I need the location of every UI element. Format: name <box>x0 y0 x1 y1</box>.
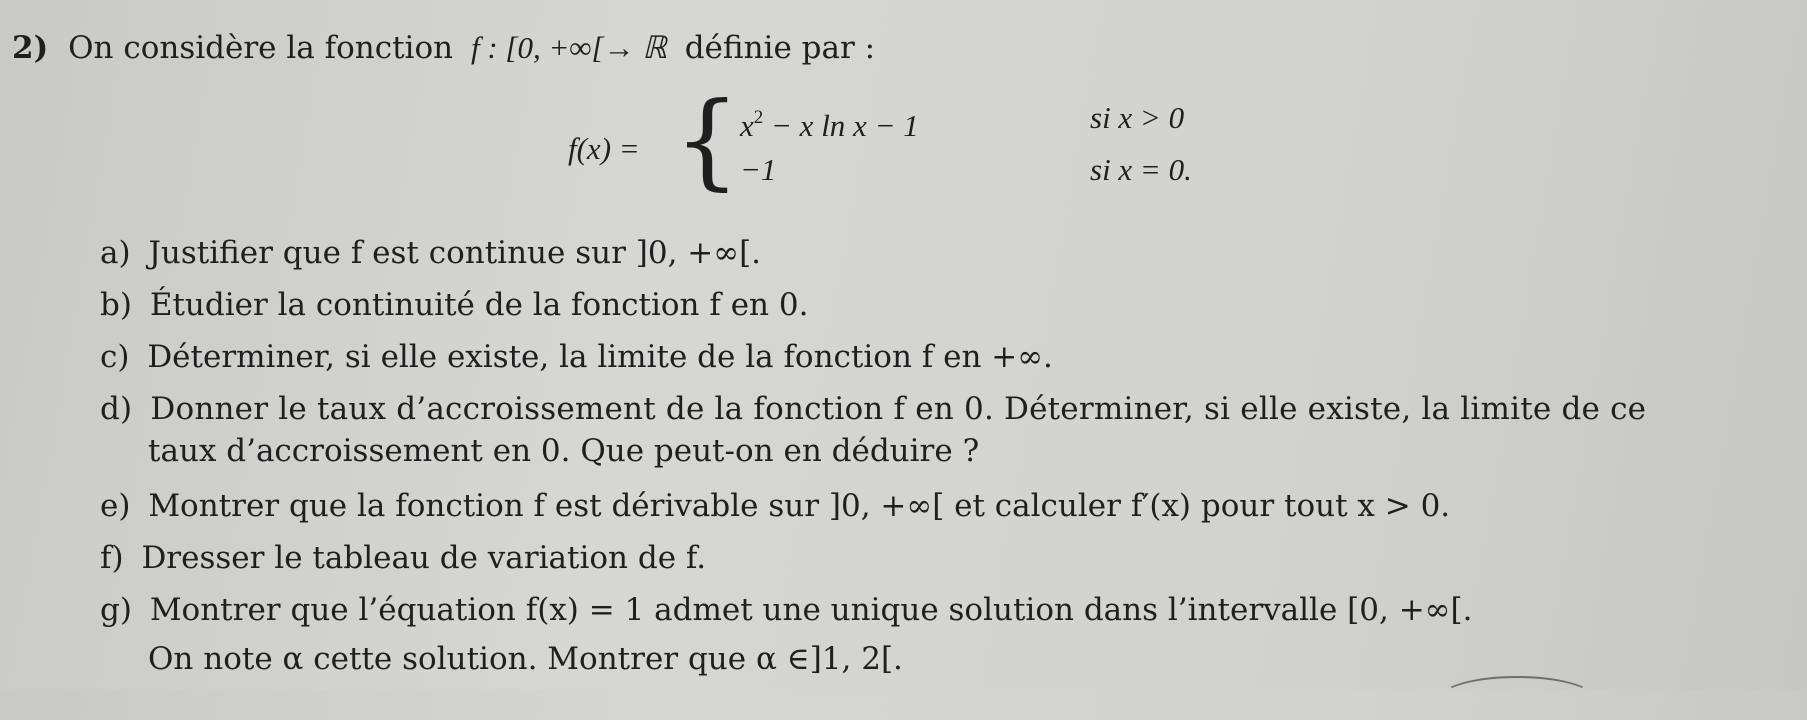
definition-lhs: f(x) = <box>568 131 640 166</box>
question-text: Dresser le tableau de variation de f. <box>141 540 707 576</box>
question-label: d) <box>100 391 133 427</box>
question-label: b) <box>100 287 132 323</box>
case2-expression: −1 <box>740 152 777 187</box>
intro-suffix: définie par : <box>684 30 876 66</box>
question-text: Montrer que l’équation f(x) = 1 admet une unique solution dans l’intervalle [0, +∞[. <box>149 592 1473 628</box>
exercise-header <box>12 28 875 68</box>
question-a <box>100 233 761 273</box>
domain-expression: f : [0, +∞[→ ℝ <box>470 30 667 65</box>
intro-text: On considère la fonction <box>68 30 454 66</box>
question-text: Justifier que f est continue sur ]0, +∞[. <box>148 235 762 271</box>
case1-condition: si x > 0 <box>1090 100 1185 135</box>
question-d <box>100 389 1646 429</box>
exercise-number: 2) <box>12 30 49 66</box>
question-label: g) <box>100 592 132 628</box>
bottom-edge-mark <box>1440 676 1594 720</box>
question-f <box>100 538 706 578</box>
question-e <box>100 486 1450 526</box>
question-label: c) <box>100 339 130 375</box>
case1-expression: $x^2 - x$ ln x − 1 <box>740 107 919 143</box>
question-g-continuation: On note α cette solution. Montrer que α ∈]1, 2[. <box>148 641 903 677</box>
question-text: Montrer que la fonction f est dérivable sur ]0, +∞[ et calculer f′(x) pour tout x > 0. <box>148 488 1451 524</box>
case2-condition: si x = 0. <box>1090 152 1192 187</box>
question-label: a) <box>100 235 131 271</box>
question-text: Déterminer, si elle existe, la limite de la fonction f en +∞. <box>147 339 1053 375</box>
question-text: Donner le taux d’accroissement de la fonction f en 0. Déterminer, si elle existe, la limite de ce <box>150 391 1647 427</box>
question-c <box>100 337 1053 377</box>
left-brace: { <box>674 79 741 201</box>
question-label: e) <box>100 488 131 524</box>
question-d-continuation: taux d’accroissement en 0. Que peut-on en déduire ? <box>148 433 980 469</box>
question-text: Étudier la continuité de la fonction f en 0. <box>149 287 809 323</box>
question-b <box>100 285 808 325</box>
question-label: f) <box>100 540 124 576</box>
question-g <box>100 590 1472 630</box>
